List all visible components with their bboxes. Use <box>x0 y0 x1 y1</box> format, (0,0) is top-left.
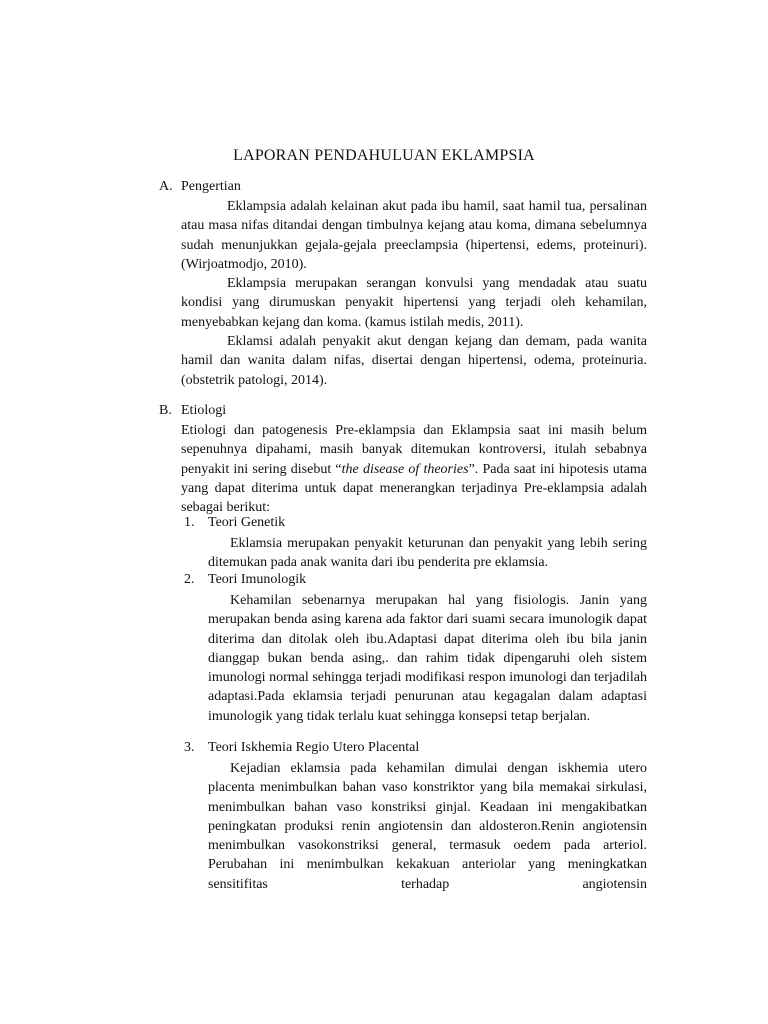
section-b-heading <box>159 403 459 423</box>
document-title: LAPORAN PENDAHULUAN EKLAMPSIA <box>233 147 535 164</box>
intro-italic-phrase: the disease of theories <box>341 461 469 477</box>
item-3-title: Teori Iskhemia Regio Utero Placental <box>208 740 420 755</box>
item-2-number: 2. <box>184 572 195 587</box>
item-3-heading <box>184 740 504 760</box>
item-2-text: Kehamilan sebenarnya merupakan hal yang fisiologis. Janin yang merupakan benda asing karena ada faktor dari suami secara imunologik dapat diterima dan ditolak oleh ibu.Adaptasi dapat diterima oleh ibu bila janin dianggap bukan benda asing,. dan rahim tidak dipengaruhi oleh sistem imunologi normal sehingga terjadi modifikasi respon imunologi dan terjadilah adaptasi.Pada eklamsia terjadi penurunan atau kegagalan dalam adaptasi imunologik yang tidak terlalu kuat sehingga konsepsi tetap berjalan. <box>208 593 647 724</box>
section-b-title: Etiologi <box>181 403 227 418</box>
section-b-letter: B. <box>159 403 172 418</box>
item-1-number: 1. <box>184 515 195 530</box>
item-1-title: Teori Genetik <box>208 515 286 530</box>
section-a-paragraph-1: Eklampsia adalah kelainan akut pada ibu hamil, saat hamil tua, persalinan atau masa nifas ditandai dengan timbulnya kejang atau koma, dimana sebelumnya sudah menunjukkan gejala-gejala preeclampsia (hipertensi, edems, proteinuri). (Wirjoatmodjo, 2010). <box>181 199 647 272</box>
section-a-letter: A. <box>159 179 173 194</box>
item-3-number: 3. <box>184 740 195 755</box>
item-2-heading <box>184 572 484 592</box>
section-b-intro <box>181 421 647 517</box>
section-a-heading <box>159 179 459 199</box>
section-a-title: Pengertian <box>181 179 241 194</box>
item-1-heading <box>184 515 484 535</box>
item-1-text: Eklamsia merupakan penyakit keturunan dan penyakit yang lebih sering ditemukan pada anak wanita dari ibu penderita pre eklamsia. <box>208 536 647 571</box>
section-a-paragraph-2: Eklampsia merupakan serangan konvulsi yang mendadak atau suatu kondisi yang dirumuskan penyakit hipertensi yang terjadi oleh kehamilan, menyebabkan kejang dan koma. (kamus istilah medis, 2011). <box>181 276 647 330</box>
intro-text-before: Etiologi dan patogenesis Pre-eklampsia dan Eklampsia saat ini masih belum sepenuhnya dipahami, masih banyak ditemukan kontroversi, itulah sebabnya penyakit ini sering disebut “ <box>181 423 647 477</box>
item-2-title: Teori Imunologik <box>208 572 307 587</box>
item-3-text: Kejadian eklamsia pada kehamilan dimulai dengan iskhemia utero placenta menimbulkan bahan vaso konstriktor yang bila memakai sirkulasi, menimbulkan bahan vaso konstriksi ginjal. Keadaan ini mengakibatkan peningkatan produksi renin angiotensin dan aldosteron.Renin angiotensin menimbulkan vasokonstriksi general, termasuk oedem pada arteriol. Perubahan ini menimbulkan kekakuan anteriolar yang meningkatkan sensitifitas terhadap angiotensin <box>208 761 647 892</box>
section-a-paragraph-3: Eklamsi adalah penyakit akut dengan kejang dan demam, pada wanita hamil dan wanita dalam nifas, disertai dengan hipertensi, odema, proteinuria. (obstetrik patologi, 2014). <box>181 334 647 388</box>
intro-text-after: ”. Pada saat ini hipotesis utama yang dapat diterima untuk dapat menerangkan terjadinya Pre-eklampsia adalah sebagai berikut: <box>181 461 648 516</box>
